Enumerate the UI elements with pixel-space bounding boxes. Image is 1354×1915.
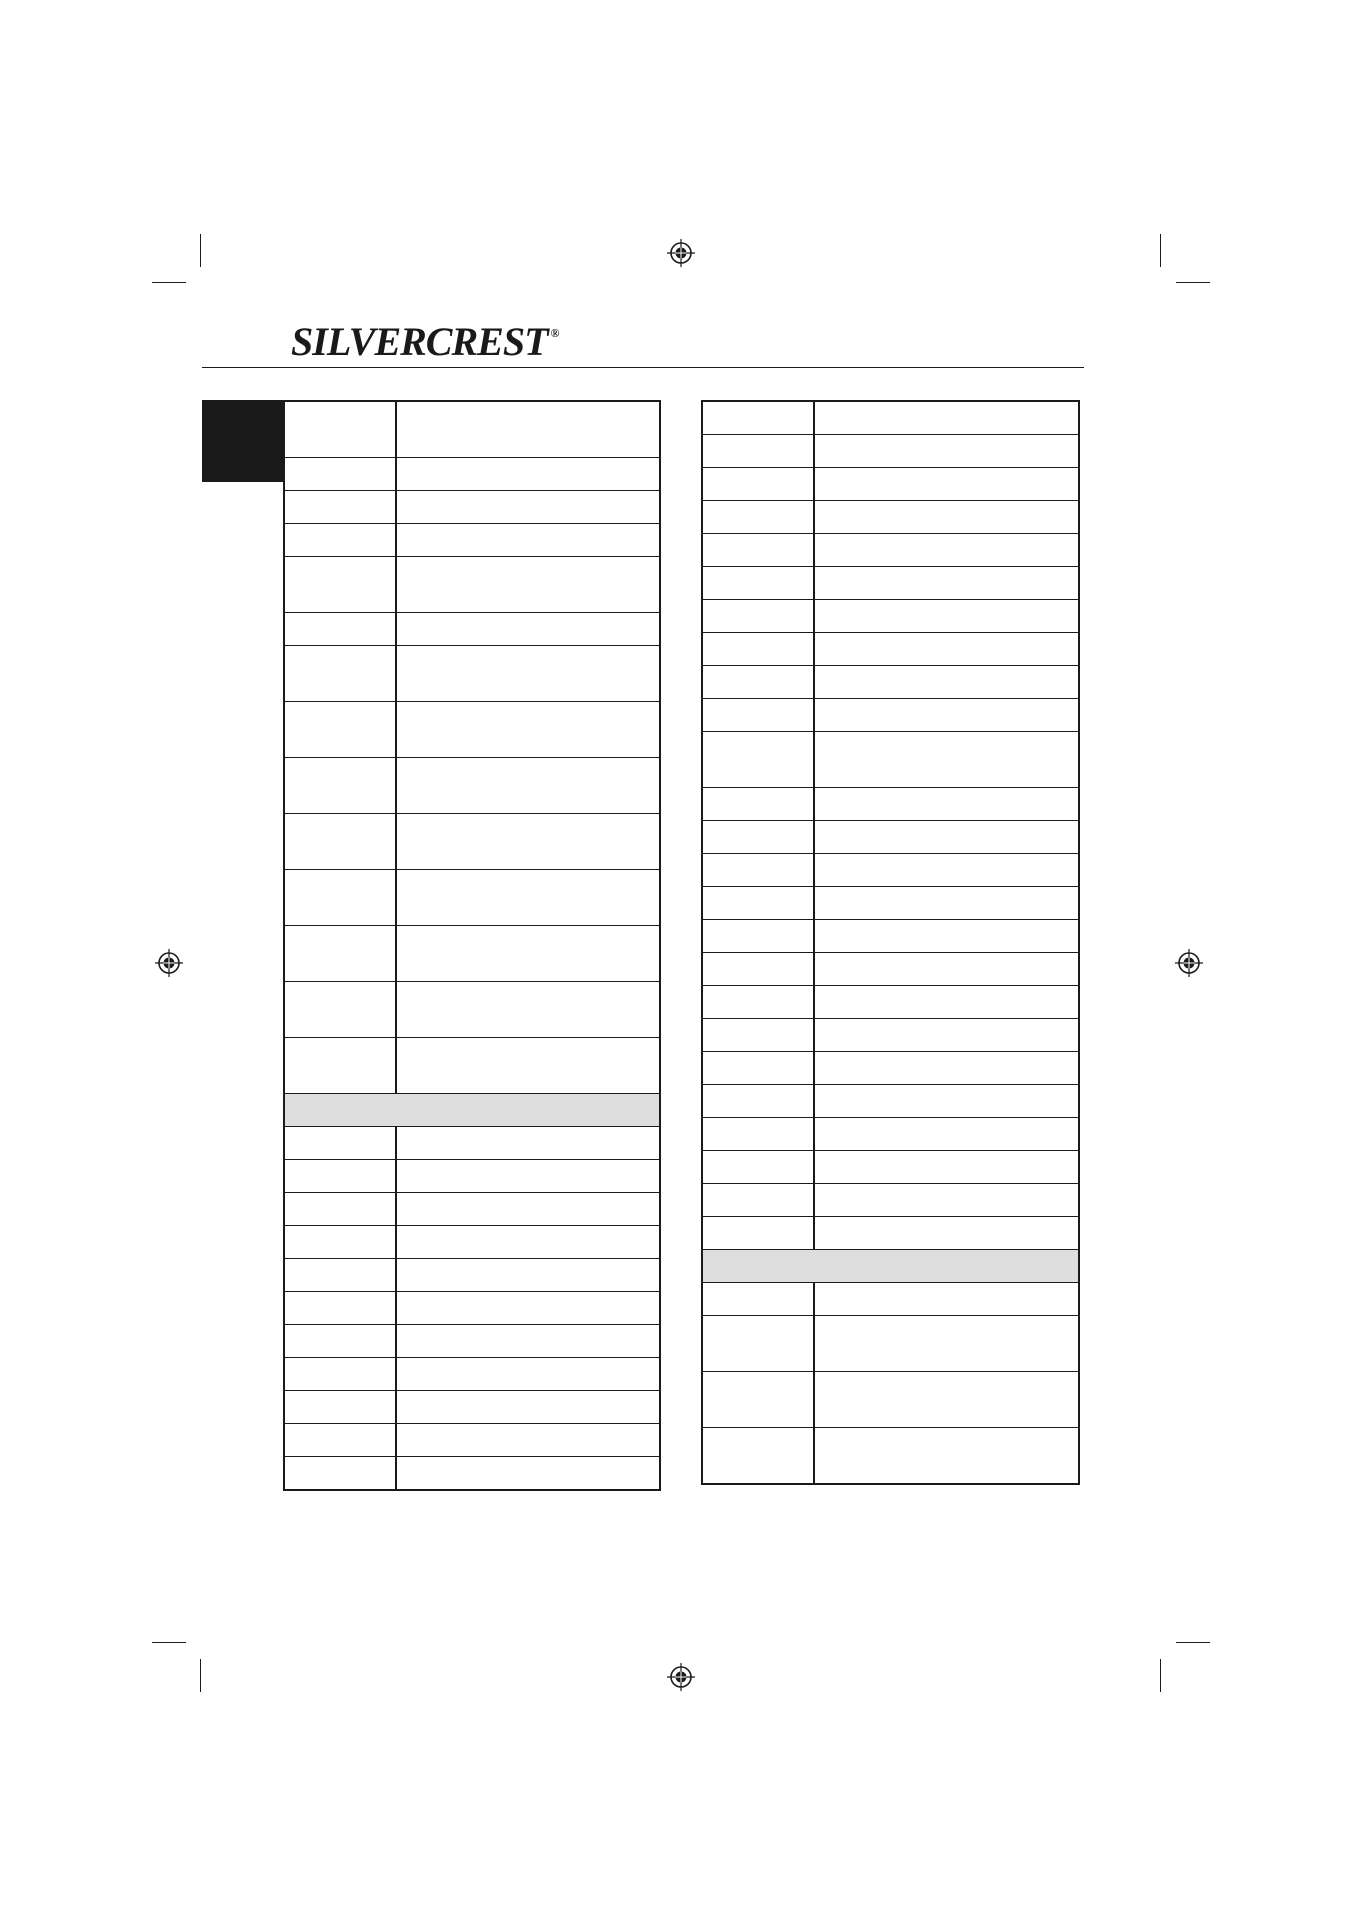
row-key-cell — [702, 953, 814, 986]
row-key-cell — [284, 646, 396, 702]
row-key-cell — [702, 920, 814, 953]
row-key-cell — [702, 600, 814, 633]
crop-mark-bottom-left-vertical — [200, 1659, 201, 1692]
table-row — [284, 1424, 660, 1457]
row-value-cell — [814, 821, 1079, 854]
registration-target-icon-bottom — [666, 1662, 696, 1692]
row-key-cell — [702, 1085, 814, 1118]
row-value-cell — [396, 524, 660, 557]
row-key-cell — [702, 1019, 814, 1052]
table-row — [702, 468, 1079, 501]
table-row — [284, 524, 660, 557]
table-row — [702, 1118, 1079, 1151]
table-row — [702, 1151, 1079, 1184]
row-key-cell — [702, 699, 814, 732]
table-row — [284, 1127, 660, 1160]
crop-mark-bottom-left-horizontal — [152, 1642, 186, 1643]
table-row — [702, 887, 1079, 920]
right-spec-table — [701, 400, 1080, 1485]
row-key-cell — [284, 1358, 396, 1391]
crop-mark-bottom-right-horizontal — [1176, 1642, 1210, 1643]
table-row — [702, 401, 1079, 435]
row-key-cell — [284, 870, 396, 926]
row-key-cell — [702, 1316, 814, 1372]
table-row — [284, 870, 660, 926]
row-value-cell — [814, 732, 1079, 788]
row-value-cell — [814, 501, 1079, 534]
row-value-cell — [814, 1052, 1079, 1085]
row-key-cell — [702, 1428, 814, 1485]
row-value-cell — [814, 1151, 1079, 1184]
row-key-cell — [284, 1038, 396, 1094]
table-row — [702, 435, 1079, 468]
table-row — [702, 600, 1079, 633]
table-row — [284, 1358, 660, 1391]
row-key-cell — [702, 1151, 814, 1184]
row-key-cell — [702, 633, 814, 666]
header-rule — [202, 367, 1084, 368]
registration-target-icon-top — [666, 238, 696, 268]
table-row — [284, 926, 660, 982]
table-row — [284, 1226, 660, 1259]
row-value-cell — [396, 1457, 660, 1491]
row-value-cell — [814, 1217, 1079, 1250]
table-row — [284, 557, 660, 613]
row-key-cell — [284, 557, 396, 613]
row-key-cell — [284, 401, 396, 458]
table-row — [702, 953, 1079, 986]
row-key-cell — [702, 435, 814, 468]
row-key-cell — [702, 501, 814, 534]
row-value-cell — [396, 1259, 660, 1292]
row-key-cell — [284, 982, 396, 1038]
row-value-cell — [396, 557, 660, 613]
table-row — [284, 646, 660, 702]
row-value-cell — [396, 1358, 660, 1391]
table-row — [702, 1316, 1079, 1372]
table-row — [702, 1019, 1079, 1052]
row-value-cell — [396, 1325, 660, 1358]
row-value-cell — [814, 1372, 1079, 1428]
row-value-cell — [396, 870, 660, 926]
table-row — [284, 1038, 660, 1094]
table-row — [702, 1085, 1079, 1118]
row-key-cell — [284, 1391, 396, 1424]
row-key-cell — [702, 1283, 814, 1316]
row-key-cell — [702, 1217, 814, 1250]
row-value-cell — [396, 401, 660, 458]
registration-target-icon-left — [154, 948, 184, 978]
table-row — [702, 1428, 1079, 1485]
row-key-cell — [284, 926, 396, 982]
brand-name: SILVERCREST — [291, 319, 548, 364]
row-key-cell — [284, 1325, 396, 1358]
row-key-cell — [284, 491, 396, 524]
table-row — [284, 1457, 660, 1491]
row-value-cell — [814, 887, 1079, 920]
row-key-cell — [284, 1193, 396, 1226]
language-tab — [202, 400, 284, 482]
table-row — [284, 1325, 660, 1358]
row-value-cell — [396, 1038, 660, 1094]
row-key-cell — [702, 401, 814, 435]
crop-mark-bottom-right-vertical — [1160, 1659, 1161, 1692]
table-row — [702, 633, 1079, 666]
table-row — [284, 814, 660, 870]
table-row — [702, 1217, 1079, 1250]
row-key-cell — [284, 1160, 396, 1193]
row-key-cell — [702, 1372, 814, 1428]
table-row — [702, 699, 1079, 732]
row-value-cell — [814, 953, 1079, 986]
table-row — [702, 732, 1079, 788]
row-value-cell — [396, 1391, 660, 1424]
table-row — [702, 501, 1079, 534]
table-row — [702, 1184, 1079, 1217]
table-row — [284, 758, 660, 814]
row-value-cell — [814, 854, 1079, 887]
section-header-row — [702, 1250, 1079, 1283]
row-key-cell — [284, 458, 396, 491]
table-row — [702, 666, 1079, 699]
row-key-cell — [702, 854, 814, 887]
row-key-cell — [284, 524, 396, 557]
table-row — [284, 982, 660, 1038]
row-value-cell — [814, 534, 1079, 567]
row-key-cell — [284, 1457, 396, 1491]
row-value-cell — [396, 702, 660, 758]
row-key-cell — [284, 1424, 396, 1457]
table-row — [284, 1193, 660, 1226]
row-value-cell — [814, 666, 1079, 699]
row-key-cell — [702, 1184, 814, 1217]
row-key-cell — [702, 788, 814, 821]
row-value-cell — [396, 1226, 660, 1259]
row-key-cell — [284, 1259, 396, 1292]
row-key-cell — [702, 821, 814, 854]
crop-mark-top-right-vertical — [1160, 234, 1161, 267]
row-key-cell — [284, 613, 396, 646]
row-value-cell — [814, 1085, 1079, 1118]
crop-mark-top-right-horizontal — [1176, 282, 1210, 283]
row-value-cell — [814, 1118, 1079, 1151]
row-key-cell — [284, 1226, 396, 1259]
row-key-cell — [702, 887, 814, 920]
row-value-cell — [814, 401, 1079, 435]
row-key-cell — [284, 1292, 396, 1325]
row-key-cell — [702, 567, 814, 600]
table-row — [284, 613, 660, 646]
crop-mark-top-left-horizontal — [152, 282, 186, 283]
table-row — [284, 491, 660, 524]
registered-mark: ® — [550, 326, 559, 340]
row-value-cell — [814, 435, 1079, 468]
table-row — [702, 1052, 1079, 1085]
row-value-cell — [396, 491, 660, 524]
table-row — [284, 1259, 660, 1292]
row-key-cell — [702, 468, 814, 501]
row-value-cell — [396, 814, 660, 870]
row-value-cell — [396, 1127, 660, 1160]
row-key-cell — [702, 1052, 814, 1085]
table-row — [702, 821, 1079, 854]
section-header-row — [284, 1094, 660, 1127]
row-value-cell — [814, 600, 1079, 633]
row-value-cell — [814, 986, 1079, 1019]
row-key-cell — [284, 1127, 396, 1160]
row-value-cell — [814, 920, 1079, 953]
row-key-cell — [284, 814, 396, 870]
row-value-cell — [396, 1160, 660, 1193]
row-key-cell — [702, 534, 814, 567]
table-row — [284, 1391, 660, 1424]
row-value-cell — [814, 1283, 1079, 1316]
table-row — [702, 567, 1079, 600]
row-key-cell — [702, 732, 814, 788]
row-value-cell — [396, 613, 660, 646]
row-value-cell — [814, 1428, 1079, 1485]
row-value-cell — [814, 699, 1079, 732]
row-key-cell — [702, 666, 814, 699]
row-key-cell — [284, 702, 396, 758]
row-value-cell — [814, 1019, 1079, 1052]
table-row — [702, 534, 1079, 567]
table-row — [284, 702, 660, 758]
row-value-cell — [814, 788, 1079, 821]
brand-logo — [291, 318, 559, 362]
section-header-label — [284, 1094, 660, 1127]
table-row — [702, 854, 1079, 887]
row-key-cell — [702, 1118, 814, 1151]
row-value-cell — [814, 567, 1079, 600]
section-header-label — [702, 1250, 1079, 1283]
row-key-cell — [702, 986, 814, 1019]
table-row — [284, 401, 660, 458]
table-row — [702, 1283, 1079, 1316]
row-value-cell — [396, 1193, 660, 1226]
crop-mark-top-left-vertical — [200, 234, 201, 267]
row-value-cell — [396, 982, 660, 1038]
table-row — [284, 458, 660, 491]
table-row — [702, 986, 1079, 1019]
row-value-cell — [396, 926, 660, 982]
row-value-cell — [396, 458, 660, 491]
row-value-cell — [396, 1424, 660, 1457]
table-row — [702, 788, 1079, 821]
table-row — [284, 1160, 660, 1193]
table-row — [702, 920, 1079, 953]
row-value-cell — [814, 633, 1079, 666]
row-value-cell — [814, 1184, 1079, 1217]
registration-target-icon-right — [1174, 948, 1204, 978]
row-value-cell — [396, 646, 660, 702]
row-value-cell — [814, 468, 1079, 501]
row-value-cell — [396, 758, 660, 814]
row-key-cell — [284, 758, 396, 814]
table-row — [702, 1372, 1079, 1428]
table-row — [284, 1292, 660, 1325]
row-value-cell — [814, 1316, 1079, 1372]
left-spec-table — [283, 400, 661, 1491]
row-value-cell — [396, 1292, 660, 1325]
